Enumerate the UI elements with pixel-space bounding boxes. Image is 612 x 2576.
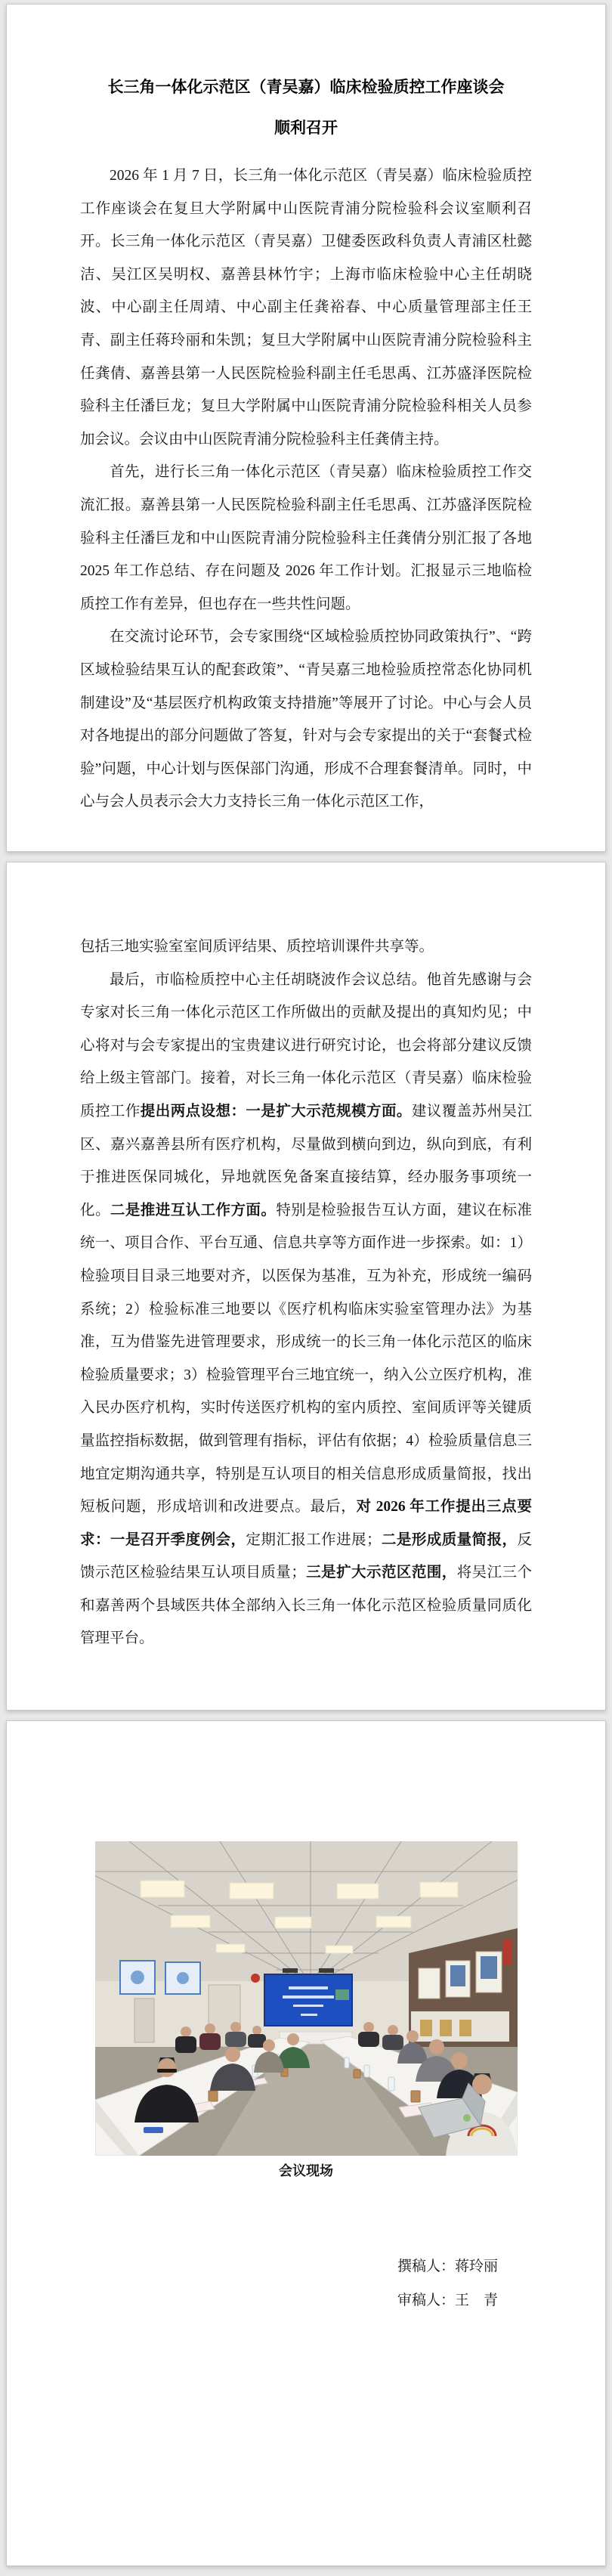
red-lantern: [251, 1974, 260, 1983]
presentation-screen: [264, 1968, 352, 2026]
meeting-photo: [95, 1841, 518, 2156]
page-2: [6, 862, 606, 1711]
credit-reviewer: 审稿人：王 青: [397, 2293, 498, 2308]
title-line-2: 顺利召开: [274, 119, 338, 137]
paragraph-continuation: 包括三地实验室室间质评结果、质控培训课件共享等。: [80, 939, 434, 955]
paragraph-summary: 最后，市临检质控中心主任胡晓波作会议总结。他首先感谢与会专家对长三角一体化示范区工作所做出的贡献及提出的真知灼见；中心将对与会专家提出的宝贵建议进行研究讨论，也会将部分建议反馈给上级主管部门。接着，对长三角一体化示范区（青吴嘉）临床检验质控工作提出两点设想：一是扩大示范规模方面。建议覆盖苏州吴江区、嘉兴嘉善县所有医疗机构，尽量做到横向到边，纵向到底，有利于推进医保同城化，异地就医免备案直接结算，经办服务事项统一化。二是推进互认工作方面。特别是检验报告互认方面，建议在标准统一、项目合作、平台互通、信息共享等方面作进一步探索。如：1）检验项目目录三地要对齐，以医保为基准，互为补充，形成统一编码系统；2）检验标准三地要以《医疗机构临床实验室管理办法》为基准，互为借鉴先进管理要求，形成统一的长三角一体化示范区的临床检验质量要求；3）检验管理平台三地宜统一，纳入公立医疗机构，准入民办医疗机构，实时传送医疗机构的室内质控、室间质评等关键质量监控指标数据，做到管理有指标，评估有依据；4）检验质量信息三地宜定期沟通共享，特别是互认项目的相关信息形成质量简报，找出短板问题，形成培训和改进要点。最后，对 2026 年工作提出三点要求：一是召开季度例会，定期汇报工作进展；二是形成质量简报，反馈示范区检验结果互认项目质量；三是扩大示范区范围，将吴江三个和嘉善两个县域医共体全部纳入长三角一体化示范区检验质量同质化管理平台。: [80, 971, 532, 1647]
paragraph-attendees: 2026 年 1 月 7 日，长三角一体化示范区（青吴嘉）临床检验质控工作座谈会在复旦大学附属中山医院青浦分院检验科会议室顺利召开。长三角一体化示范区（青吴嘉）卫健委医政科负责人青浦区杜懿洁、吴江区吴明权、嘉善县林竹宇；上海市临床检验中心主任胡晓波、中心副主任周靖、中心副主任龚裕春、中心质量管理部主任王青、副主任蒋玲丽和朱凯；复旦大学附属中山医院青浦分院检验科主任龚倩、嘉善县第一人民医院检验科副主任毛思禹、江苏盛泽医院检验科主任潘巨龙；复旦大学附属中山医院青浦分院检验科相关人员参加会议。会议由中山医院青浦分院检验科主任龚倩主持。: [80, 168, 532, 447]
paragraph-reports: 首先，进行长三角一体化示范区（青吴嘉）临床检验质控工作交流汇报。嘉善县第一人民医院检验科副主任毛思禹、江苏盛泽医院检验科主任潘巨龙和中山医院青浦分院检验科主任龚倩分别汇报了各地 2025 年工作总结、存在问题及 2026 年工作计划。汇报显示三地临检质控工作有差异，但也存在一些共性问题。: [80, 464, 532, 612]
credit-writer: 撰稿人：蒋玲丽: [397, 2259, 498, 2274]
document-title: [80, 67, 532, 149]
page-3: [6, 1720, 606, 2566]
paragraph-discussion: 在交流讨论环节，会专家围绕“区域检验质控协同政策执行”、“跨区域检验结果互认的配套政策”、“青吴嘉三地检验质控常态化协同机制建设”及“基层医疗机构政策支持措施”等展开了讨论。中心与会人员对各地提出的部分问题做了答复，针对与会专家提出的关于“套餐式检验”问题，中心计划与医保部门沟通，形成不合理套餐清单。同时，中心与会人员表示会大力支持长三角一体化示范区工作，: [80, 629, 532, 810]
title-line-1: 长三角一体化示范区（青吴嘉）临床检验质控工作座谈会: [107, 79, 505, 96]
credits-block: [7, 2249, 605, 2317]
photo-caption: 会议现场: [279, 2163, 333, 2178]
page-1: [6, 4, 606, 852]
document-viewer: [0, 4, 612, 2566]
meeting-photo-block: [95, 1841, 518, 2180]
